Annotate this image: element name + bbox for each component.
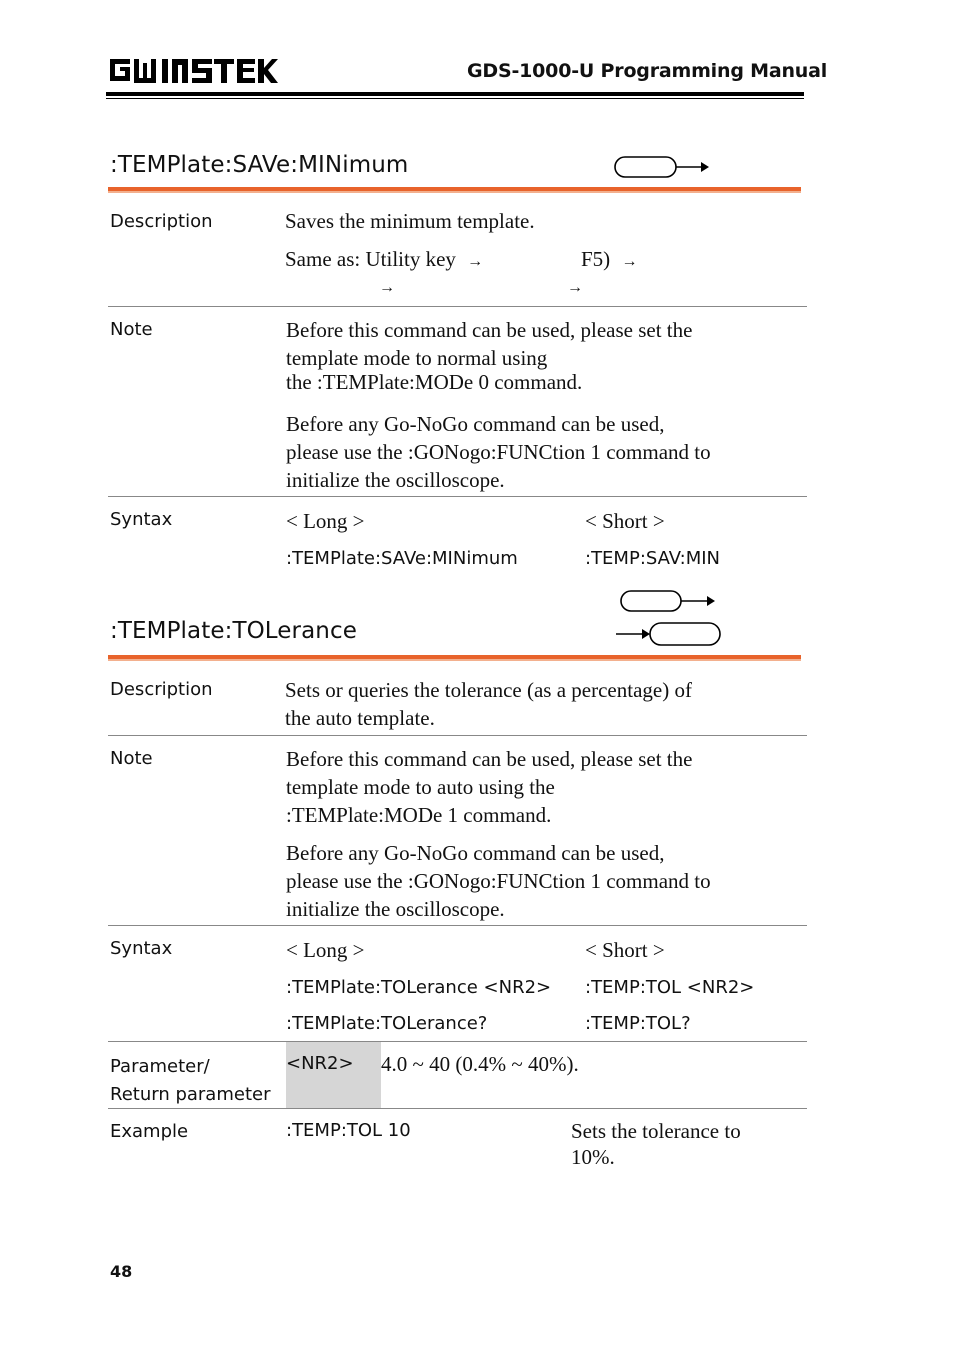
- row-divider: [108, 735, 807, 736]
- same-as-f5: F5): [581, 247, 611, 271]
- syntax-long-header: < Long >: [286, 509, 365, 533]
- section2-title: :TEMPlate:TOLerance: [110, 618, 357, 644]
- same-as-prefix: Same as: Utility key: [285, 247, 456, 271]
- section1-note-para1: [286, 316, 692, 396]
- section2-description-label: Description: [110, 679, 213, 700]
- set-query-command-icon: [612, 588, 724, 650]
- syntax-long-command: :TEMPlate:TOLerance <NR2>: [286, 977, 552, 998]
- parameter-label-line: Return parameter: [110, 1084, 271, 1105]
- parameter-range: 4.0 ~ 40 (0.4% ~ 40%).: [381, 1052, 579, 1076]
- same-as-f5-group: [581, 245, 637, 276]
- header-rule: [106, 92, 804, 96]
- page-number: 48: [110, 1262, 133, 1281]
- syntax-long-header: < Long >: [286, 938, 365, 962]
- manual-title: GDS-1000-U Programming Manual: [467, 60, 828, 82]
- example-description-line: 10%.: [571, 1145, 615, 1169]
- arrow-icon: →: [567, 279, 583, 296]
- syntax-short-header: < Short >: [585, 509, 665, 533]
- section1-title: :TEMPlate:SAVe:MINimum: [110, 152, 409, 178]
- parameter-name-cell: [286, 1042, 381, 1108]
- row-divider: [108, 1041, 807, 1042]
- section1-description-label: Description: [110, 211, 213, 232]
- note-line: template mode to auto using the: [286, 775, 555, 799]
- syntax-short-query: :TEMP:TOL?: [585, 1013, 691, 1034]
- note-line: please use the :GONogo:FUNCtion 1 command to: [286, 440, 711, 464]
- note-line: initialize the oscilloscope.: [286, 897, 505, 921]
- description-line: Sets or queries the tolerance (as a percentage) of: [285, 678, 692, 702]
- note-line: the :TEMPlate:MODe 0 command.: [286, 370, 583, 394]
- arrow-icon: →: [379, 279, 395, 296]
- note-line: Before any Go-NoGo command can be used,: [286, 412, 665, 436]
- description-line: the auto template.: [285, 706, 435, 730]
- arrow-icon: →: [621, 253, 638, 270]
- row-divider: [108, 496, 807, 497]
- syntax-long-command: :TEMPlate:SAVe:MINimum: [286, 548, 518, 569]
- section2-note-para2: [286, 839, 711, 923]
- example-label: Example: [110, 1121, 189, 1142]
- syntax-long-query: :TEMPlate:TOLerance?: [286, 1013, 488, 1034]
- section2-syntax-label: Syntax: [110, 938, 173, 959]
- parameter-label-line: Parameter/: [110, 1056, 210, 1077]
- note-line: :TEMPlate:MODe 1 command.: [286, 803, 552, 827]
- arrow-icon: →: [467, 253, 484, 270]
- gw-instek-logo: [108, 55, 278, 83]
- parameter-name: <NR2>: [286, 1053, 354, 1074]
- section1-note-label: Note: [110, 319, 153, 340]
- syntax-short-header: < Short >: [585, 938, 665, 962]
- parameter-label: [110, 1053, 270, 1109]
- section1-note-para2: [286, 410, 711, 494]
- note-line: initialize the oscilloscope.: [286, 468, 505, 492]
- syntax-short-command: :TEMP:TOL <NR2>: [585, 977, 755, 998]
- note-line: Before any Go-NoGo command can be used,: [286, 841, 665, 865]
- example-description-line: Sets the tolerance to: [571, 1119, 741, 1143]
- example-description: [571, 1117, 741, 1171]
- note-line: please use the :GONogo:FUNCtion 1 command to: [286, 869, 711, 893]
- note-line: template mode to normal using: [286, 346, 548, 370]
- section1-syntax-label: Syntax: [110, 509, 173, 530]
- example-command: :TEMP:TOL 10: [286, 1120, 411, 1141]
- section2-divider: [108, 655, 801, 659]
- section2-note-label: Note: [110, 748, 153, 769]
- syntax-short-command: :TEMP:SAV:MIN: [585, 548, 721, 569]
- section1-divider: [108, 187, 801, 191]
- header-rule-thin: [106, 98, 804, 100]
- section1-same-as: [285, 245, 483, 276]
- section1-description-text: Saves the minimum template.: [285, 209, 535, 233]
- row-divider: [108, 306, 807, 307]
- section2-description-text: [285, 676, 692, 732]
- set-command-icon: [612, 155, 712, 181]
- row-divider: [108, 1108, 807, 1109]
- row-divider: [108, 925, 807, 926]
- note-line: Before this command can be used, please set the: [286, 318, 693, 342]
- section2-note-para1: [286, 745, 692, 829]
- note-line: Before this command can be used, please set the: [286, 747, 693, 771]
